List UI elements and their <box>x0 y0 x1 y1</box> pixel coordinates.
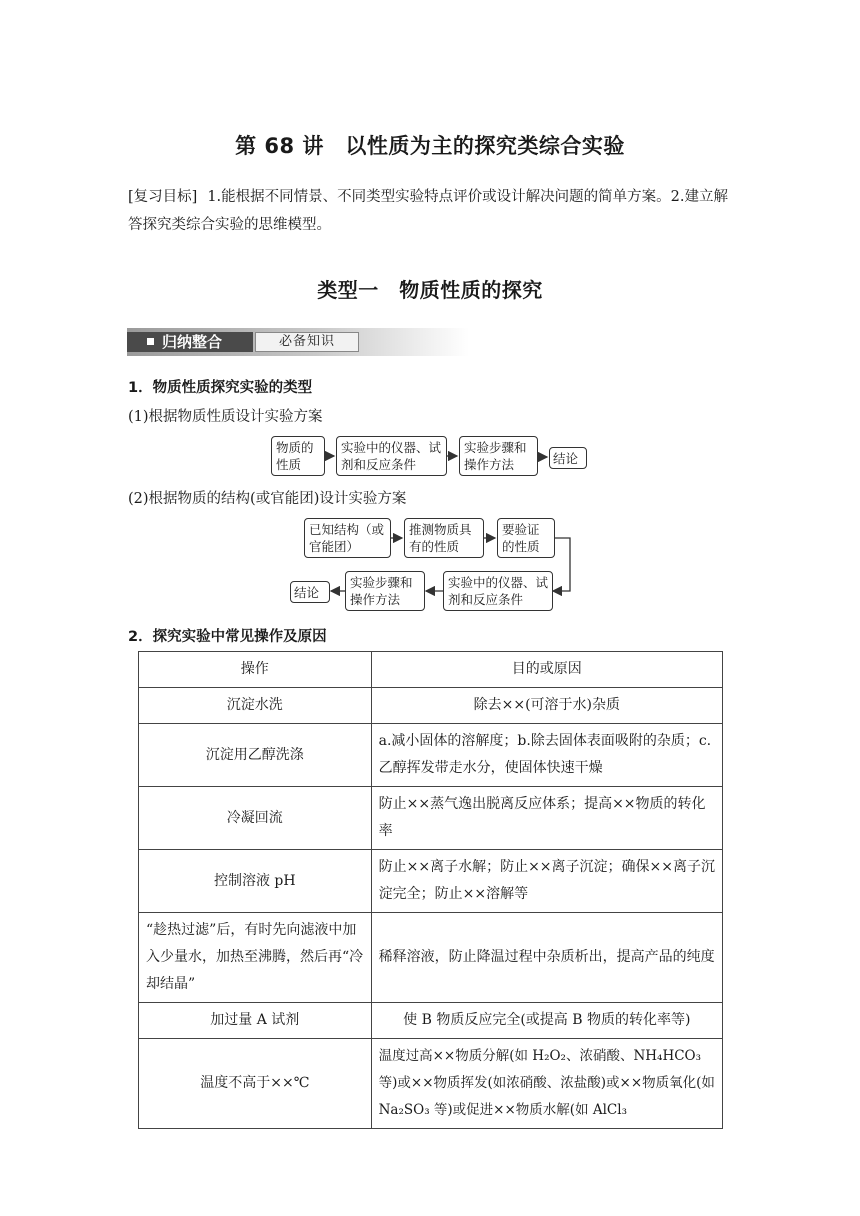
table-row <box>139 724 723 787</box>
table-header: 操作 <box>139 652 372 688</box>
heading-1: 1．物质性质探究实验的类型 <box>128 380 313 396</box>
arrow <box>553 538 570 591</box>
table-cell: 稀释溶液，防止降温过程中杂质析出，提高产品的纯度 <box>371 913 722 1003</box>
table-cell: a.减小固体的溶解度；b.除去固体表面吸附的杂质；c.乙醇挥发带走水分，使固体快速干燥 <box>371 724 722 787</box>
flow2-box-steps: 实验步骤和操作方法 <box>345 571 425 611</box>
banner-right: 必备知识 <box>255 332 359 352</box>
table-cell: 防止××蒸气逸出脱离反应体系；提高××物质的转化率 <box>371 787 722 850</box>
flow2-box-known-structure: 已知结构（或官能团） <box>304 518 391 558</box>
operations-table <box>138 651 723 1129</box>
table-cell: 温度不高于××℃ <box>139 1039 372 1129</box>
page-title: 第 68 讲 以性质为主的探究类综合实验 <box>235 134 625 158</box>
table-row <box>139 850 723 913</box>
table-cell: 冷凝回流 <box>139 787 372 850</box>
flow2-box-instruments: 实验中的仪器、试剂和反应条件 <box>443 571 553 611</box>
section-title: 类型一 物质性质的探究 <box>317 278 543 302</box>
flow1-box-4: 结论 <box>549 447 587 469</box>
subheading-1: (1)根据物质性质设计实验方案 <box>128 409 323 425</box>
table-cell: 加过量 A 试剂 <box>139 1003 372 1039</box>
heading-2: 2．探究实验中常见操作及原因 <box>128 629 327 645</box>
table-header-row <box>139 652 723 688</box>
flow1-box-1: 物质的性质 <box>271 436 325 476</box>
table-row <box>139 688 723 724</box>
table-cell: 沉淀水洗 <box>139 688 372 724</box>
subheading-2: (2)根据物质的结构(或官能团)设计实验方案 <box>128 491 407 507</box>
flow1-box-2: 实验中的仪器、试剂和反应条件 <box>336 436 447 476</box>
table-cell: 使 B 物质反应完全(或提高 B 物质的转化率等) <box>371 1003 722 1039</box>
table-cell: 除去××(可溶于水)杂质 <box>371 688 722 724</box>
table-cell: 控制溶液 pH <box>139 850 372 913</box>
table-cell: “趁热过滤”后，有时先向滤液中加入少量水，加热至沸腾，然后再“冷却结晶” <box>139 913 372 1003</box>
table-header: 目的或原因 <box>371 652 722 688</box>
table-cell: 沉淀用乙醇洗涤 <box>139 724 372 787</box>
flow2-box-conclusion: 结论 <box>290 581 330 603</box>
flow2-box-predict: 推测物质具有的性质 <box>404 518 484 558</box>
table-row <box>139 1003 723 1039</box>
flow1-box-3: 实验步骤和操作方法 <box>459 436 538 476</box>
table-cell: 防止××离子水解；防止××离子沉淀；确保××离子沉淀完全；防止××溶解等 <box>371 850 722 913</box>
banner-left-label: 归纳整合 <box>162 333 223 351</box>
table-row <box>139 787 723 850</box>
flow2-box-verify: 要验证的性质 <box>497 518 555 558</box>
review-goal-text: 1.能根据不同情景、不同类型实验特点评价或设计解决问题的简单方案。2.建立解答探究类综合实验的思维模型。 <box>128 189 728 233</box>
table-row <box>139 1039 723 1129</box>
table-row <box>139 913 723 1003</box>
table-cell: 温度过高××物质分解(如 H₂O₂、浓硝酸、NH₄HCO₃等)或××物质挥发(如浓硝酸、浓盐酸)或××物质氧化(如 Na₂SO₃ 等)或促进××物质水解(如 AlCl₃ <box>371 1039 722 1129</box>
review-goal-tag: [复习目标] <box>128 189 198 205</box>
